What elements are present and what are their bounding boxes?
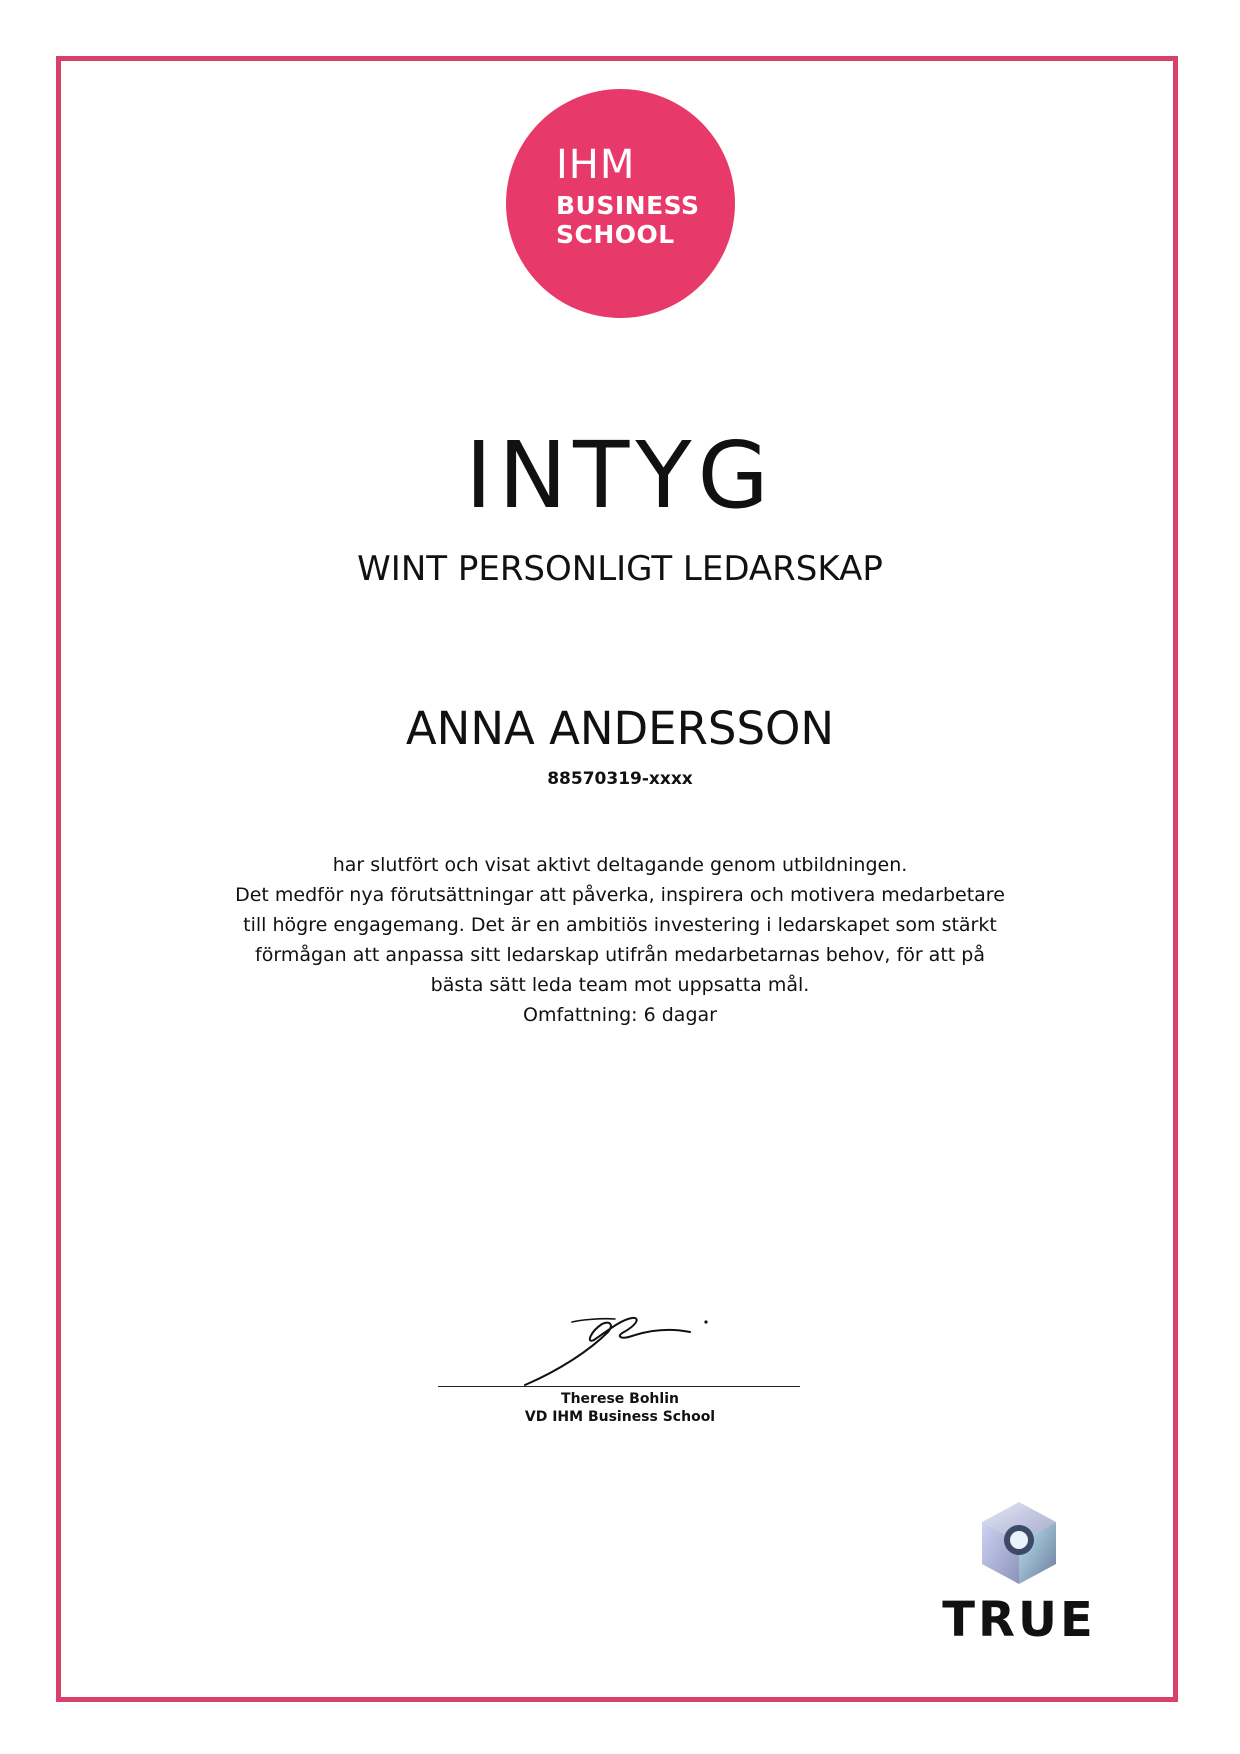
body-line: Det medför nya förutsättningar att påverka, inspirera och motivera medarbetare xyxy=(235,884,1005,906)
certificate-title: INTYG xyxy=(465,422,775,529)
body-line: har slutfört och visat aktivt deltagande genom utbildningen. xyxy=(332,854,908,876)
ihm-logo xyxy=(506,89,735,318)
body-line-scope: Omfattning: 6 dagar xyxy=(523,1004,717,1026)
body-line: till högre engagemang. Det är en ambitiös investering i ledarskapet som stärkt xyxy=(243,914,997,936)
course-name: WINT PERSONLIGT LEDARSKAP xyxy=(357,549,883,589)
recipient-name: ANNA ANDERSSON xyxy=(405,702,835,755)
true-logo-text: TRUE xyxy=(942,1592,1096,1648)
true-cube-icon xyxy=(978,1500,1060,1586)
signature-line xyxy=(438,1386,800,1387)
body-line: förmågan att anpassa sitt ledarskap utifrån medarbetarnas behov, för att på xyxy=(255,944,985,966)
certificate-body xyxy=(0,850,1240,1030)
signer-name: Therese Bohlin xyxy=(561,1391,679,1407)
signer-title: VD IHM Business School xyxy=(524,1409,716,1425)
recipient-id: 88570319-xxxx xyxy=(547,769,693,789)
logo-school-text: SCHOOL xyxy=(556,220,675,249)
body-line: bästa sätt leda team mot uppsatta mål. xyxy=(430,974,810,996)
logo-business-text: BUSINESS xyxy=(556,191,700,220)
logo-ihm-text: IHM xyxy=(556,142,636,188)
handwritten-signature xyxy=(520,1310,720,1392)
